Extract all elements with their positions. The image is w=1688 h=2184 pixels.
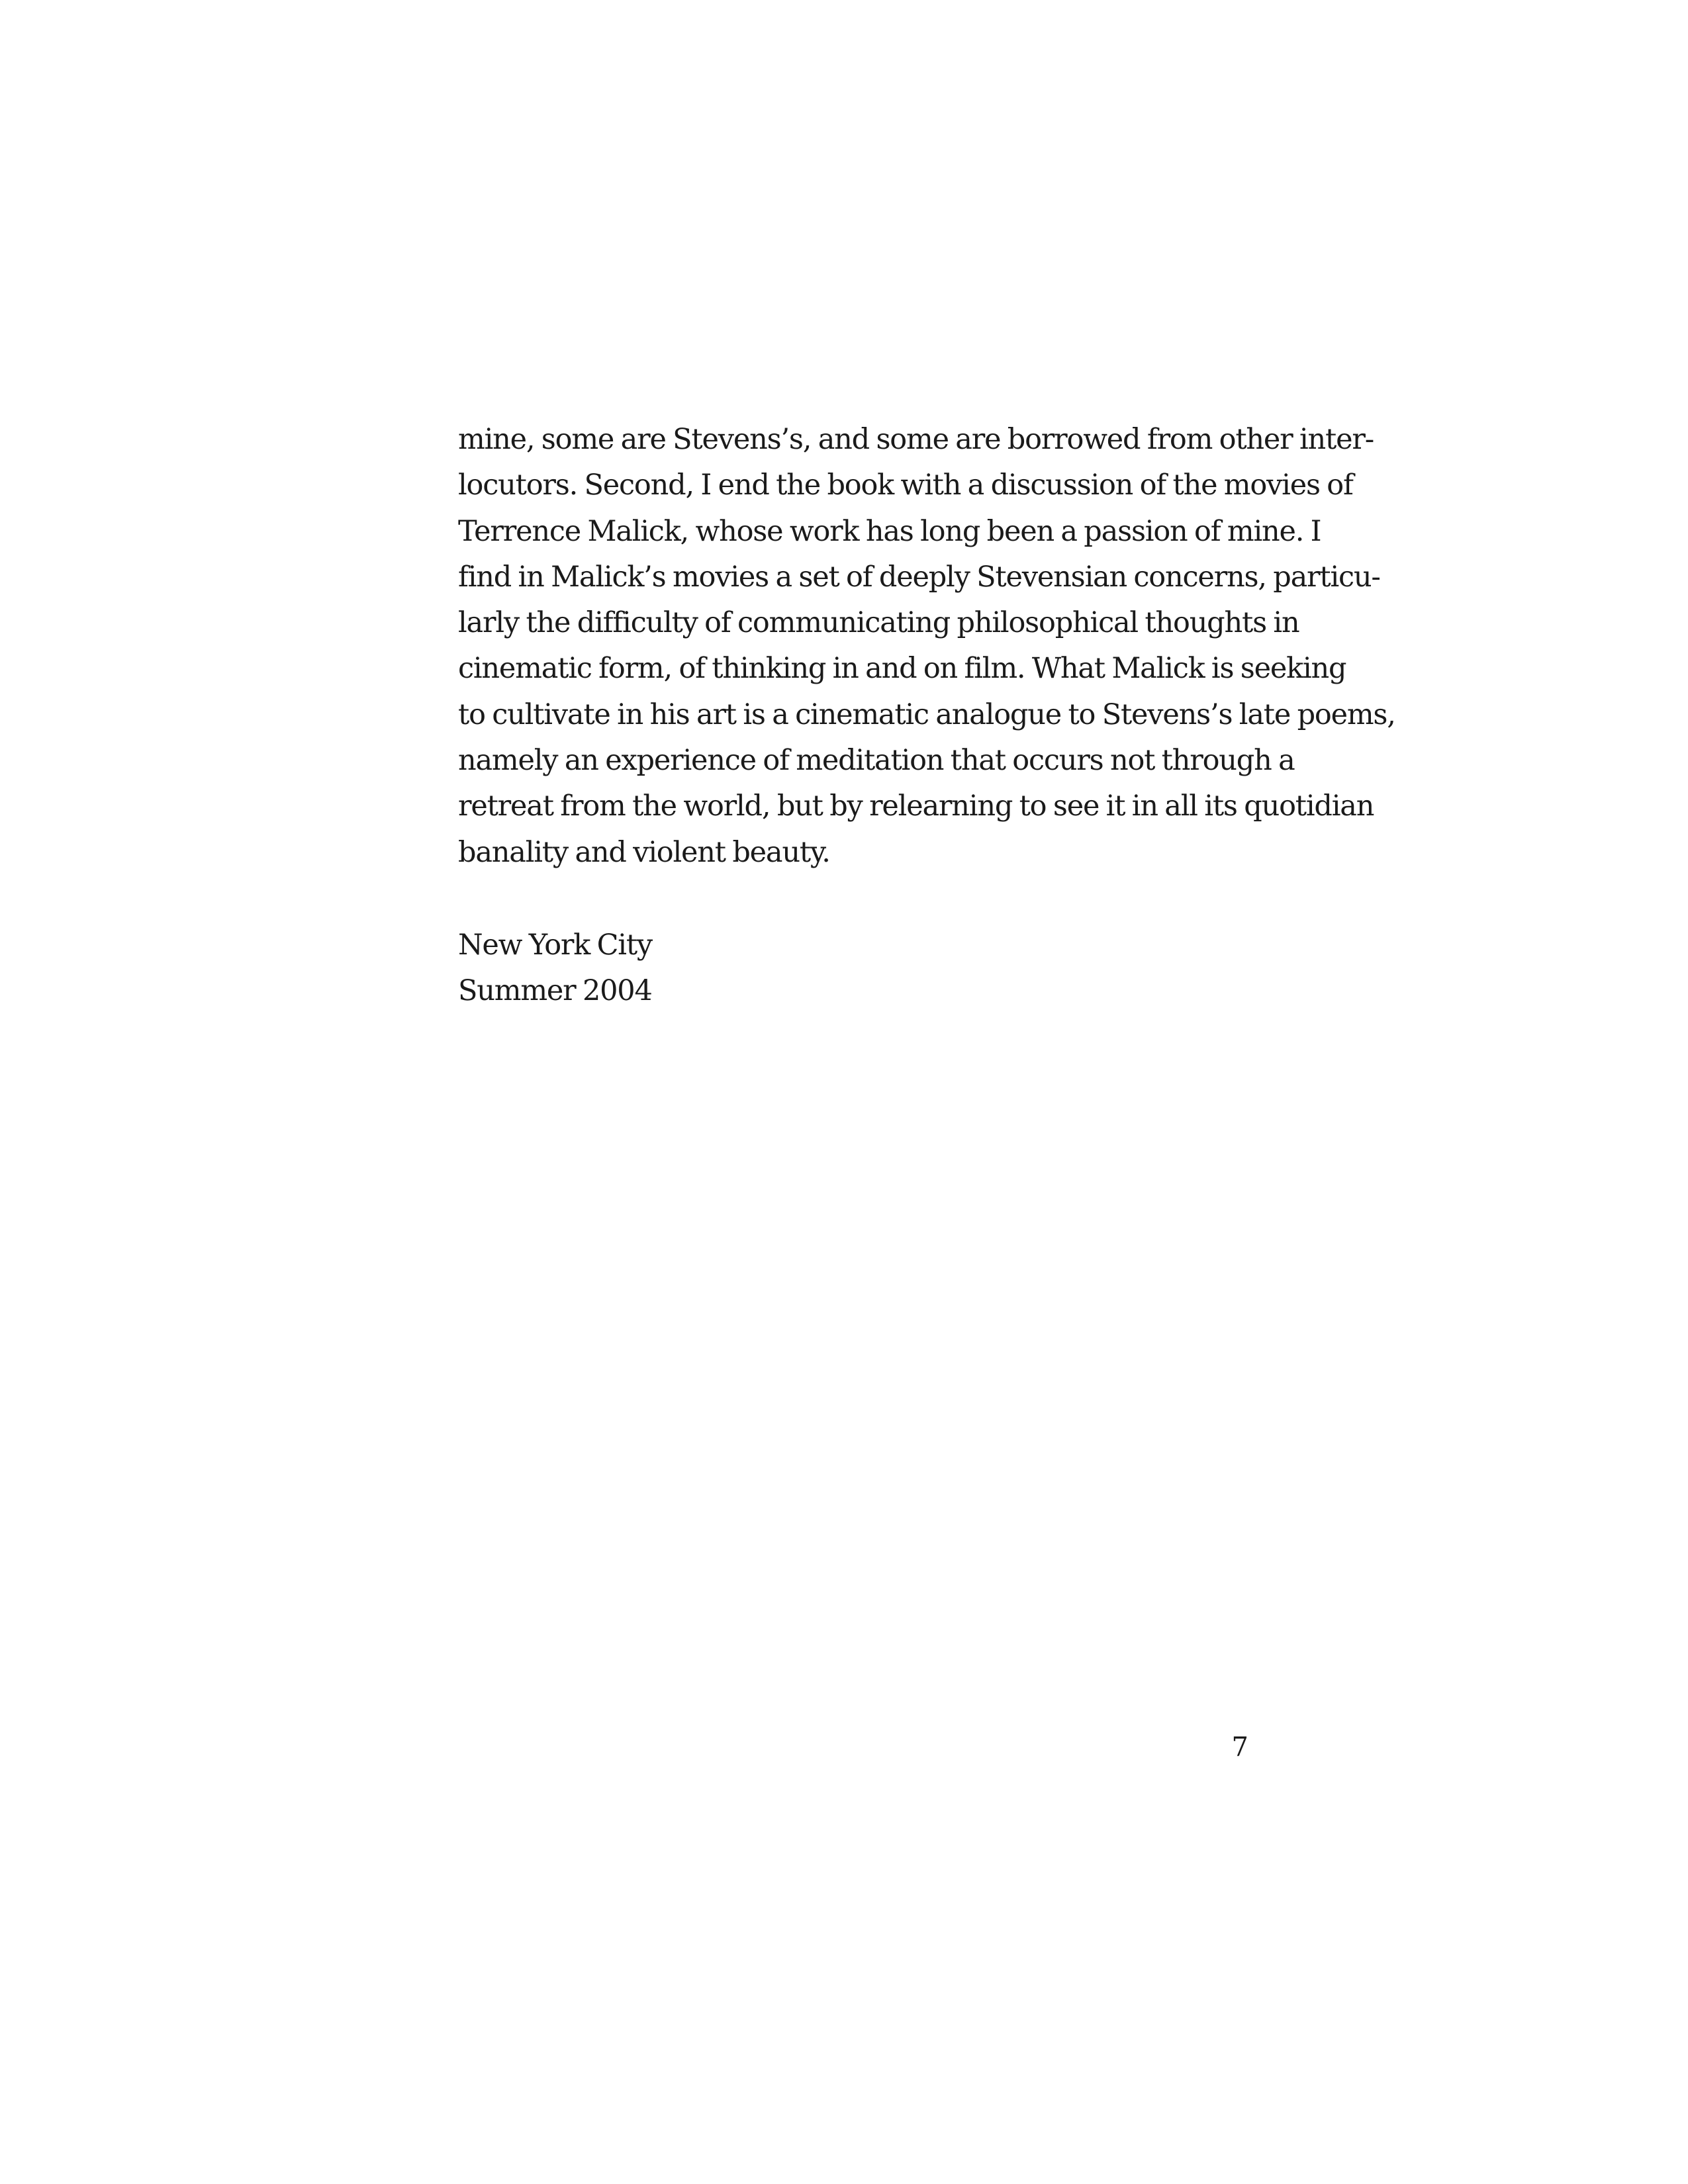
paragraph-line: banality and violent beauty. <box>458 835 830 869</box>
body-paragraph <box>458 417 1395 876</box>
signoff-place: New York City <box>458 929 652 962</box>
paragraph-line: cinematic form, of thinking in and on film. What Malick is seeking <box>458 652 1346 686</box>
paragraph-line: namely an experience of meditation that occurs not through a <box>458 744 1295 778</box>
paragraph-line: to cultivate in his art is a cinematic analogue to Stevens’s late poems, <box>458 698 1395 731</box>
paragraph-line: locutors. Second, I end the book with a discussion of the movies of <box>458 469 1353 502</box>
page-number: 7 <box>1231 1732 1248 1762</box>
signoff-date: Summer 2004 <box>458 974 652 1008</box>
paragraph-line: Terrence Malick, whose work has long been a passion of mine. I <box>458 514 1321 548</box>
signoff <box>458 923 652 1015</box>
paragraph-line: find in Malick’s movies a set of deeply Stevensian concerns, particu- <box>458 560 1380 594</box>
paragraph-line: retreat from the world, but by relearning to see it in all its quotidian <box>458 790 1374 823</box>
paragraph-line: mine, some are Stevens’s, and some are borrowed from other inter- <box>458 423 1374 456</box>
paragraph-line: larly the difficulty of communicating philosophical thoughts in <box>458 606 1299 640</box>
